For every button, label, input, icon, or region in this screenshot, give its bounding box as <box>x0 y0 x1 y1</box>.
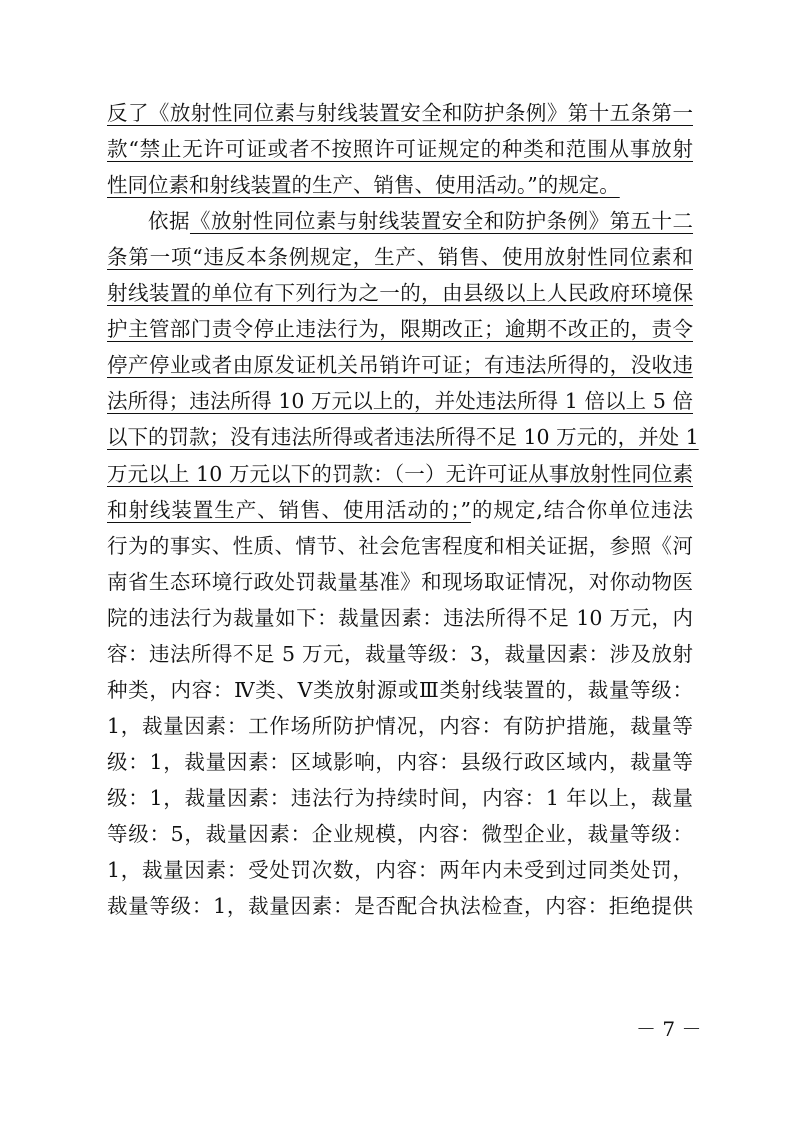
text-line <box>107 783 693 813</box>
text-line <box>107 855 693 885</box>
underlined-text: 万元以上 10 万元以下的罚款：（一）无许可证从事放射性同位素 <box>107 461 693 486</box>
text-line <box>107 891 693 921</box>
text-line <box>107 603 693 633</box>
text-line <box>107 350 693 380</box>
text-line <box>107 675 693 705</box>
text-segment: 1，裁量因素：工作场所防护情况，内容：有防护措施，裁量等 <box>107 713 693 738</box>
underlined-text: 款“禁止无许可证或者不按照许可证规定的种类和范围从事放射 <box>107 137 693 162</box>
text-line <box>107 134 693 164</box>
text-line <box>107 386 693 416</box>
underlined-text: 射线装置的单位有下列行为之一的，由县级以上人民政府环境保 <box>107 281 693 306</box>
text-segment: 行为的事实、性质、情节、社会危害程度和相关证据，参照《河 <box>107 533 693 558</box>
text-line <box>107 531 693 561</box>
underlined-text: 反了《放射性同位素与射线装置安全和防护条例》第十五条第一 <box>107 101 693 125</box>
text-line <box>107 495 693 525</box>
text-line <box>107 459 693 489</box>
text-segment: 裁量等级：1，裁量因素：是否配合执法检查，内容：拒绝提供 <box>107 894 693 919</box>
underlined-text: 停产停业或者由原发证机关吊销许可证；有违法所得的，没收违 <box>107 353 693 378</box>
text-line <box>107 278 693 308</box>
underlined-text: 法所得；违法所得 10 万元以上的，并处违法所得 1 倍以上 5 倍 <box>107 389 693 414</box>
text-segment: 级：1，裁量因素：区域影响，内容：县级行政区域内，裁量等 <box>107 749 693 774</box>
text-segment: 种类，内容：Ⅳ类、Ⅴ类放射源或Ⅲ类射线装置的，裁量等级： <box>107 677 693 702</box>
underlined-text: 以下的罚款；没有违法所得或者违法所得不足 10 万元的，并处 1 <box>107 425 699 450</box>
underlined-text: 性同位素和射线装置的生产、销售、使用活动。”的规定。 <box>107 173 620 198</box>
text-line <box>107 98 693 128</box>
text-segment: 的规定,结合你单位违法 <box>470 497 693 522</box>
text-line <box>148 206 693 236</box>
text-segment: 南省生态环境行政处罚裁量基准》和现场取证情况，对你动物医 <box>107 569 693 594</box>
text-segment: 1，裁量因素：受处罚次数，内容：两年内未受到过同类处罚， <box>107 858 693 883</box>
text-line <box>107 314 693 344</box>
text-line <box>107 422 699 452</box>
text-segment: 容：违法所得不足 5 万元，裁量等级：3，裁量因素：涉及放射 <box>107 641 693 666</box>
text-segment: 等级：5，裁量因素：企业规模，内容：微型企业，裁量等级： <box>107 822 693 846</box>
underlined-text: 护主管部门责令停止违法行为，限期改正；逾期不改正的，责令 <box>107 317 693 342</box>
text-segment: 级：1，裁量因素：违法行为持续时间，内容：1 年以上，裁量 <box>107 785 693 810</box>
text-line <box>107 242 693 272</box>
text-line <box>107 639 693 669</box>
text-line <box>107 747 693 777</box>
underlined-text: 条第一项“违反本条例规定，生产、销售、使用放射性同位素和 <box>107 245 693 270</box>
text-line <box>107 819 693 849</box>
text-segment: 依据 <box>148 209 190 234</box>
text-segment: 院的违法行为裁量如下：裁量因素：违法所得不足 10 万元，内 <box>107 605 693 630</box>
text-line <box>107 567 693 597</box>
text-line <box>107 711 693 741</box>
underlined-text: 《放射性同位素与射线装置安全和防护条例》第五十二 <box>189 209 694 234</box>
page-number: － 7 － <box>636 1017 702 1041</box>
underlined-text: 和射线装置生产、销售、使用活动的；” <box>107 497 471 522</box>
text-line <box>107 170 620 200</box>
